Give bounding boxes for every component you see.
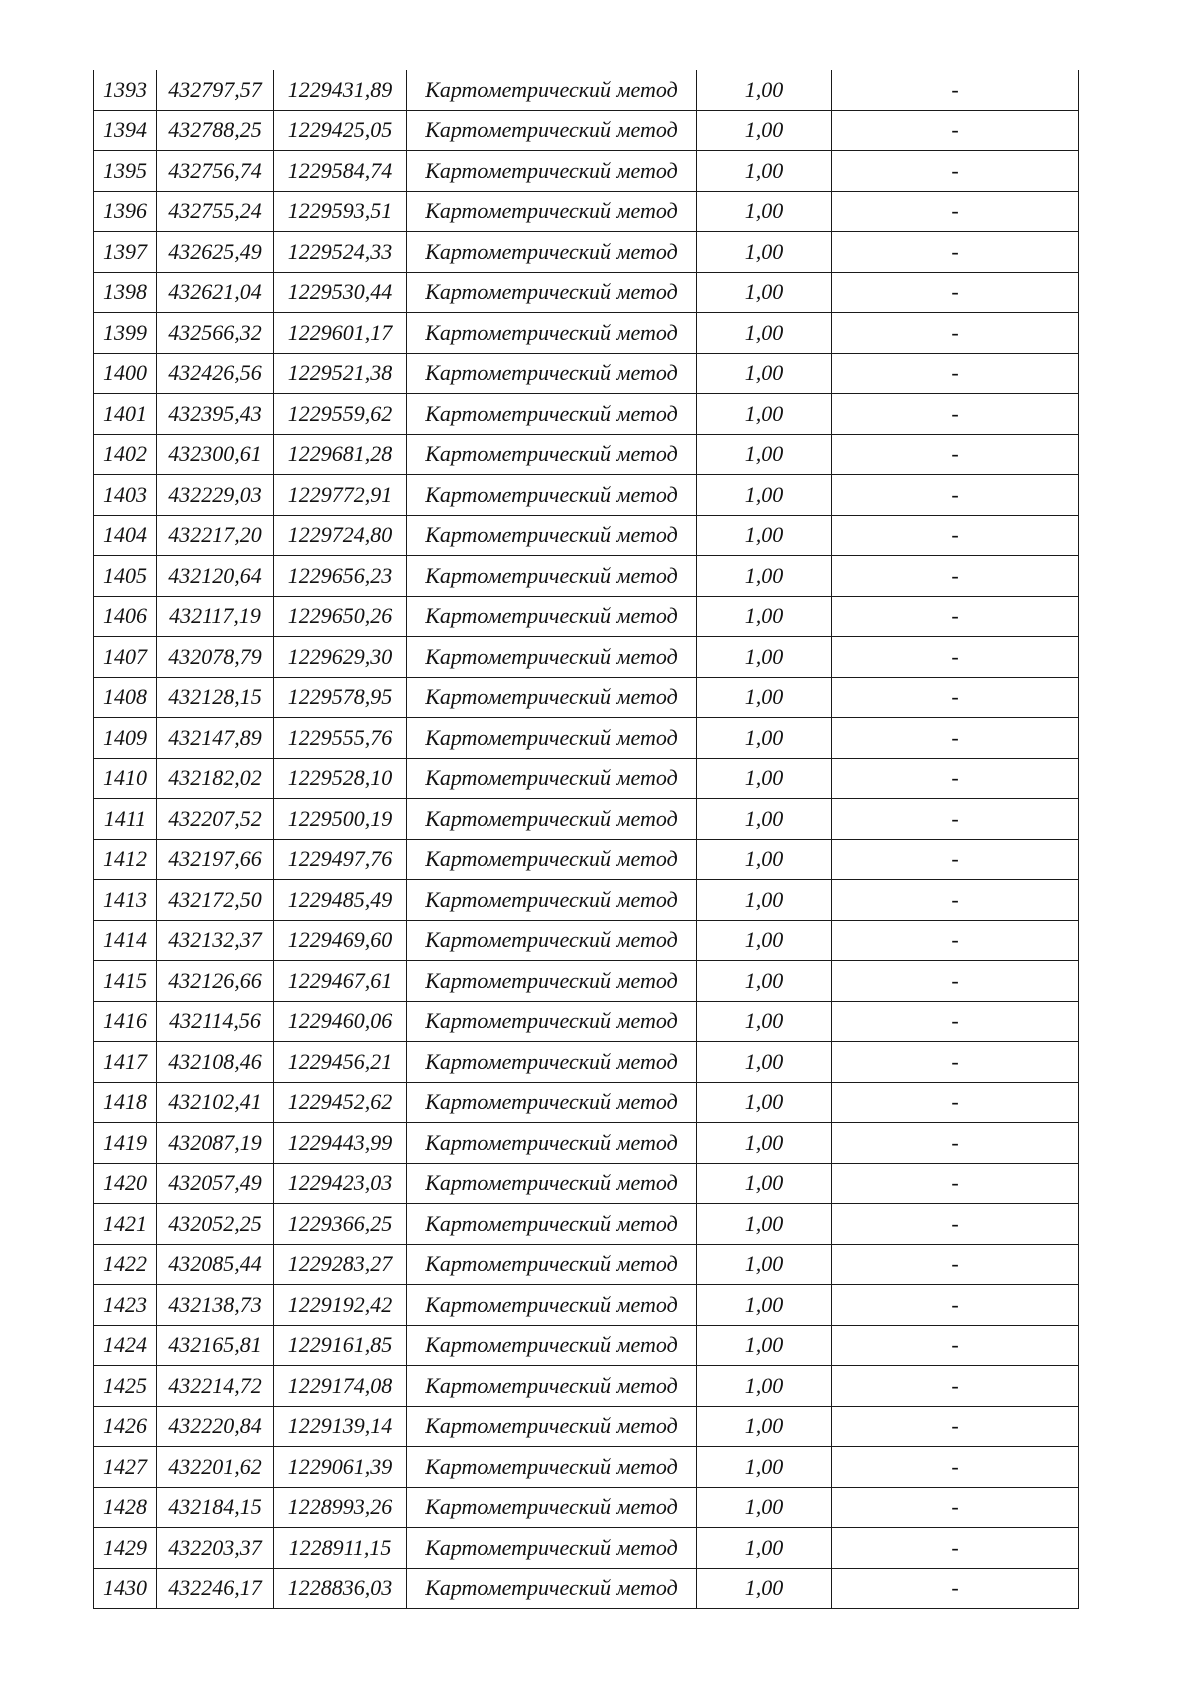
x-coordinate-cell: 432102,41: [157, 1082, 274, 1123]
note-cell: -: [832, 1528, 1079, 1569]
point-number-cell: 1421: [94, 1204, 157, 1245]
y-coordinate-cell: 1229366,25: [274, 1204, 407, 1245]
note-cell: -: [832, 637, 1079, 678]
x-coordinate-cell: 432078,79: [157, 637, 274, 678]
table-row-1428: [94, 1487, 1079, 1528]
table-row-1422: [94, 1244, 1079, 1285]
accuracy-cell: 1,00: [697, 880, 832, 921]
y-coordinate-cell: 1229467,61: [274, 961, 407, 1002]
point-number-cell: 1393: [94, 70, 157, 110]
y-coordinate-cell: 1229469,60: [274, 920, 407, 961]
x-coordinate-cell: 432126,66: [157, 961, 274, 1002]
accuracy-cell: 1,00: [697, 70, 832, 110]
method-cell: Картометрический метод: [407, 1447, 697, 1488]
accuracy-cell: 1,00: [697, 394, 832, 435]
table-row-1421: [94, 1204, 1079, 1245]
y-coordinate-cell: 1229593,51: [274, 191, 407, 232]
x-coordinate-cell: 432108,46: [157, 1042, 274, 1083]
point-number-cell: 1427: [94, 1447, 157, 1488]
method-cell: Картометрический метод: [407, 110, 697, 151]
table-row-1403: [94, 475, 1079, 516]
point-number-cell: 1413: [94, 880, 157, 921]
y-coordinate-cell: 1228911,15: [274, 1528, 407, 1569]
method-cell: Картометрический метод: [407, 839, 697, 880]
method-cell: Картометрический метод: [407, 1528, 697, 1569]
y-coordinate-cell: 1229192,42: [274, 1285, 407, 1326]
y-coordinate-cell: 1228836,03: [274, 1568, 407, 1609]
point-number-cell: 1430: [94, 1568, 157, 1609]
x-coordinate-cell: 432132,37: [157, 920, 274, 961]
x-coordinate-cell: 432172,50: [157, 880, 274, 921]
y-coordinate-cell: 1229521,38: [274, 353, 407, 394]
y-coordinate-cell: 1229500,19: [274, 799, 407, 840]
table-row-1423: [94, 1285, 1079, 1326]
accuracy-cell: 1,00: [697, 313, 832, 354]
accuracy-cell: 1,00: [697, 353, 832, 394]
table-row-1399: [94, 313, 1079, 354]
table-row-1410: [94, 758, 1079, 799]
note-cell: -: [832, 434, 1079, 475]
note-cell: -: [832, 1285, 1079, 1326]
table-row-1401: [94, 394, 1079, 435]
point-number-cell: 1429: [94, 1528, 157, 1569]
table-row-1404: [94, 515, 1079, 556]
x-coordinate-cell: 432246,17: [157, 1568, 274, 1609]
accuracy-cell: 1,00: [697, 1487, 832, 1528]
method-cell: Картометрический метод: [407, 637, 697, 678]
table-row-1416: [94, 1001, 1079, 1042]
y-coordinate-cell: 1229584,74: [274, 151, 407, 192]
method-cell: Картометрический метод: [407, 758, 697, 799]
table-row-1395: [94, 151, 1079, 192]
point-number-cell: 1420: [94, 1163, 157, 1204]
method-cell: Картометрический метод: [407, 1366, 697, 1407]
note-cell: -: [832, 1082, 1079, 1123]
accuracy-cell: 1,00: [697, 515, 832, 556]
point-number-cell: 1396: [94, 191, 157, 232]
table-row-1405: [94, 556, 1079, 597]
x-coordinate-cell: 432217,20: [157, 515, 274, 556]
point-number-cell: 1406: [94, 596, 157, 637]
point-number-cell: 1419: [94, 1123, 157, 1164]
table-row-1402: [94, 434, 1079, 475]
note-cell: -: [832, 1042, 1079, 1083]
table-row-1400: [94, 353, 1079, 394]
accuracy-cell: 1,00: [697, 920, 832, 961]
method-cell: Картометрический метод: [407, 880, 697, 921]
method-cell: Картометрический метод: [407, 556, 697, 597]
method-cell: Картометрический метод: [407, 353, 697, 394]
note-cell: -: [832, 232, 1079, 273]
table-row-1396: [94, 191, 1079, 232]
x-coordinate-cell: 432117,19: [157, 596, 274, 637]
table-row-1418: [94, 1082, 1079, 1123]
y-coordinate-cell: 1229443,99: [274, 1123, 407, 1164]
x-coordinate-cell: 432229,03: [157, 475, 274, 516]
y-coordinate-cell: 1229656,23: [274, 556, 407, 597]
note-cell: -: [832, 1204, 1079, 1245]
x-coordinate-cell: 432147,89: [157, 718, 274, 759]
x-coordinate-cell: 432057,49: [157, 1163, 274, 1204]
x-coordinate-cell: 432426,56: [157, 353, 274, 394]
note-cell: -: [832, 799, 1079, 840]
method-cell: Картометрический метод: [407, 313, 697, 354]
accuracy-cell: 1,00: [697, 1123, 832, 1164]
method-cell: Картометрический метод: [407, 596, 697, 637]
method-cell: Картометрический метод: [407, 1123, 697, 1164]
x-coordinate-cell: 432184,15: [157, 1487, 274, 1528]
accuracy-cell: 1,00: [697, 272, 832, 313]
method-cell: Картометрический метод: [407, 1244, 697, 1285]
y-coordinate-cell: 1229452,62: [274, 1082, 407, 1123]
point-number-cell: 1395: [94, 151, 157, 192]
method-cell: Картометрический метод: [407, 799, 697, 840]
note-cell: -: [832, 1244, 1079, 1285]
point-number-cell: 1425: [94, 1366, 157, 1407]
y-coordinate-cell: 1229555,76: [274, 718, 407, 759]
method-cell: Картометрический метод: [407, 961, 697, 1002]
accuracy-cell: 1,00: [697, 961, 832, 1002]
x-coordinate-cell: 432566,32: [157, 313, 274, 354]
method-cell: Картометрический метод: [407, 1042, 697, 1083]
table-row-1419: [94, 1123, 1079, 1164]
method-cell: Картометрический метод: [407, 151, 697, 192]
note-cell: -: [832, 1163, 1079, 1204]
point-number-cell: 1405: [94, 556, 157, 597]
y-coordinate-cell: 1229161,85: [274, 1325, 407, 1366]
note-cell: -: [832, 596, 1079, 637]
point-number-cell: 1422: [94, 1244, 157, 1285]
accuracy-cell: 1,00: [697, 758, 832, 799]
note-cell: -: [832, 839, 1079, 880]
y-coordinate-cell: 1229485,49: [274, 880, 407, 921]
table-row-1406: [94, 596, 1079, 637]
x-coordinate-cell: 432756,74: [157, 151, 274, 192]
coordinates-table-body: [94, 70, 1079, 1609]
x-coordinate-cell: 432087,19: [157, 1123, 274, 1164]
accuracy-cell: 1,00: [697, 1204, 832, 1245]
point-number-cell: 1415: [94, 961, 157, 1002]
method-cell: Картометрический метод: [407, 1082, 697, 1123]
note-cell: -: [832, 475, 1079, 516]
y-coordinate-cell: 1229174,08: [274, 1366, 407, 1407]
method-cell: Картометрический метод: [407, 677, 697, 718]
point-number-cell: 1423: [94, 1285, 157, 1326]
point-number-cell: 1402: [94, 434, 157, 475]
note-cell: -: [832, 1001, 1079, 1042]
method-cell: Картометрический метод: [407, 1204, 697, 1245]
method-cell: Картометрический метод: [407, 515, 697, 556]
accuracy-cell: 1,00: [697, 1244, 832, 1285]
point-number-cell: 1414: [94, 920, 157, 961]
y-coordinate-cell: 1229425,05: [274, 110, 407, 151]
note-cell: -: [832, 70, 1079, 110]
table-row-1429: [94, 1528, 1079, 1569]
accuracy-cell: 1,00: [697, 556, 832, 597]
method-cell: Картометрический метод: [407, 1325, 697, 1366]
method-cell: Картометрический метод: [407, 1568, 697, 1609]
y-coordinate-cell: 1229524,33: [274, 232, 407, 273]
note-cell: -: [832, 961, 1079, 1002]
y-coordinate-cell: 1229423,03: [274, 1163, 407, 1204]
x-coordinate-cell: 432207,52: [157, 799, 274, 840]
x-coordinate-cell: 432128,15: [157, 677, 274, 718]
method-cell: Картометрический метод: [407, 1285, 697, 1326]
accuracy-cell: 1,00: [697, 191, 832, 232]
point-number-cell: 1408: [94, 677, 157, 718]
y-coordinate-cell: 1229601,17: [274, 313, 407, 354]
method-cell: Картометрический метод: [407, 1001, 697, 1042]
method-cell: Картометрический метод: [407, 1163, 697, 1204]
accuracy-cell: 1,00: [697, 799, 832, 840]
note-cell: -: [832, 151, 1079, 192]
note-cell: -: [832, 1568, 1079, 1609]
accuracy-cell: 1,00: [697, 151, 832, 192]
method-cell: Картометрический метод: [407, 394, 697, 435]
y-coordinate-cell: 1228993,26: [274, 1487, 407, 1528]
method-cell: Картометрический метод: [407, 718, 697, 759]
y-coordinate-cell: 1229530,44: [274, 272, 407, 313]
table-row-1414: [94, 920, 1079, 961]
y-coordinate-cell: 1229629,30: [274, 637, 407, 678]
y-coordinate-cell: 1229456,21: [274, 1042, 407, 1083]
y-coordinate-cell: 1229559,62: [274, 394, 407, 435]
table-row-1411: [94, 799, 1079, 840]
point-number-cell: 1401: [94, 394, 157, 435]
point-number-cell: 1397: [94, 232, 157, 273]
accuracy-cell: 1,00: [697, 718, 832, 759]
note-cell: -: [832, 1447, 1079, 1488]
table-row-1409: [94, 718, 1079, 759]
accuracy-cell: 1,00: [697, 596, 832, 637]
note-cell: -: [832, 1406, 1079, 1447]
table-row-1425: [94, 1366, 1079, 1407]
coordinates-table: [93, 70, 1079, 1609]
x-coordinate-cell: 432621,04: [157, 272, 274, 313]
accuracy-cell: 1,00: [697, 1568, 832, 1609]
method-cell: Картометрический метод: [407, 475, 697, 516]
y-coordinate-cell: 1229497,76: [274, 839, 407, 880]
table-row-1424: [94, 1325, 1079, 1366]
point-number-cell: 1394: [94, 110, 157, 151]
note-cell: -: [832, 110, 1079, 151]
note-cell: -: [832, 920, 1079, 961]
y-coordinate-cell: 1229528,10: [274, 758, 407, 799]
x-coordinate-cell: 432197,66: [157, 839, 274, 880]
accuracy-cell: 1,00: [697, 1042, 832, 1083]
note-cell: -: [832, 758, 1079, 799]
x-coordinate-cell: 432797,57: [157, 70, 274, 110]
y-coordinate-cell: 1229061,39: [274, 1447, 407, 1488]
y-coordinate-cell: 1229431,89: [274, 70, 407, 110]
method-cell: Картометрический метод: [407, 1406, 697, 1447]
table-row-1420: [94, 1163, 1079, 1204]
point-number-cell: 1412: [94, 839, 157, 880]
table-row-1430: [94, 1568, 1079, 1609]
method-cell: Картометрический метод: [407, 70, 697, 110]
y-coordinate-cell: 1229283,27: [274, 1244, 407, 1285]
y-coordinate-cell: 1229772,91: [274, 475, 407, 516]
note-cell: -: [832, 677, 1079, 718]
point-number-cell: 1404: [94, 515, 157, 556]
point-number-cell: 1416: [94, 1001, 157, 1042]
point-number-cell: 1409: [94, 718, 157, 759]
method-cell: Картометрический метод: [407, 1487, 697, 1528]
accuracy-cell: 1,00: [697, 839, 832, 880]
x-coordinate-cell: 432182,02: [157, 758, 274, 799]
x-coordinate-cell: 432755,24: [157, 191, 274, 232]
x-coordinate-cell: 432138,73: [157, 1285, 274, 1326]
accuracy-cell: 1,00: [697, 1285, 832, 1326]
note-cell: -: [832, 1123, 1079, 1164]
table-row-1397: [94, 232, 1079, 273]
note-cell: -: [832, 313, 1079, 354]
table-row-1407: [94, 637, 1079, 678]
accuracy-cell: 1,00: [697, 1406, 832, 1447]
x-coordinate-cell: 432788,25: [157, 110, 274, 151]
method-cell: Картометрический метод: [407, 920, 697, 961]
note-cell: -: [832, 880, 1079, 921]
note-cell: -: [832, 718, 1079, 759]
accuracy-cell: 1,00: [697, 677, 832, 718]
note-cell: -: [832, 394, 1079, 435]
y-coordinate-cell: 1229681,28: [274, 434, 407, 475]
accuracy-cell: 1,00: [697, 232, 832, 273]
y-coordinate-cell: 1229724,80: [274, 515, 407, 556]
point-number-cell: 1403: [94, 475, 157, 516]
point-number-cell: 1418: [94, 1082, 157, 1123]
accuracy-cell: 1,00: [697, 1447, 832, 1488]
note-cell: -: [832, 353, 1079, 394]
y-coordinate-cell: 1229650,26: [274, 596, 407, 637]
point-number-cell: 1411: [94, 799, 157, 840]
x-coordinate-cell: 432120,64: [157, 556, 274, 597]
point-number-cell: 1417: [94, 1042, 157, 1083]
x-coordinate-cell: 432085,44: [157, 1244, 274, 1285]
x-coordinate-cell: 432300,61: [157, 434, 274, 475]
point-number-cell: 1399: [94, 313, 157, 354]
x-coordinate-cell: 432114,56: [157, 1001, 274, 1042]
note-cell: -: [832, 191, 1079, 232]
x-coordinate-cell: 432203,37: [157, 1528, 274, 1569]
x-coordinate-cell: 432052,25: [157, 1204, 274, 1245]
point-number-cell: 1400: [94, 353, 157, 394]
table-row-1393: [94, 70, 1079, 110]
note-cell: -: [832, 1487, 1079, 1528]
method-cell: Картометрический метод: [407, 272, 697, 313]
table-row-1427: [94, 1447, 1079, 1488]
x-coordinate-cell: 432214,72: [157, 1366, 274, 1407]
accuracy-cell: 1,00: [697, 1082, 832, 1123]
note-cell: -: [832, 1325, 1079, 1366]
point-number-cell: 1428: [94, 1487, 157, 1528]
note-cell: -: [832, 556, 1079, 597]
x-coordinate-cell: 432165,81: [157, 1325, 274, 1366]
x-coordinate-cell: 432220,84: [157, 1406, 274, 1447]
point-number-cell: 1426: [94, 1406, 157, 1447]
x-coordinate-cell: 432625,49: [157, 232, 274, 273]
table-row-1412: [94, 839, 1079, 880]
table-row-1394: [94, 110, 1079, 151]
table-row-1398: [94, 272, 1079, 313]
x-coordinate-cell: 432395,43: [157, 394, 274, 435]
accuracy-cell: 1,00: [697, 1528, 832, 1569]
table-row-1426: [94, 1406, 1079, 1447]
method-cell: Картометрический метод: [407, 191, 697, 232]
table-row-1408: [94, 677, 1079, 718]
accuracy-cell: 1,00: [697, 1366, 832, 1407]
accuracy-cell: 1,00: [697, 637, 832, 678]
table-row-1415: [94, 961, 1079, 1002]
accuracy-cell: 1,00: [697, 1325, 832, 1366]
point-number-cell: 1410: [94, 758, 157, 799]
note-cell: -: [832, 515, 1079, 556]
note-cell: -: [832, 272, 1079, 313]
accuracy-cell: 1,00: [697, 110, 832, 151]
point-number-cell: 1424: [94, 1325, 157, 1366]
table-row-1417: [94, 1042, 1079, 1083]
point-number-cell: 1398: [94, 272, 157, 313]
y-coordinate-cell: 1229578,95: [274, 677, 407, 718]
y-coordinate-cell: 1229460,06: [274, 1001, 407, 1042]
accuracy-cell: 1,00: [697, 1163, 832, 1204]
table-row-1413: [94, 880, 1079, 921]
accuracy-cell: 1,00: [697, 475, 832, 516]
note-cell: -: [832, 1366, 1079, 1407]
point-number-cell: 1407: [94, 637, 157, 678]
y-coordinate-cell: 1229139,14: [274, 1406, 407, 1447]
accuracy-cell: 1,00: [697, 1001, 832, 1042]
x-coordinate-cell: 432201,62: [157, 1447, 274, 1488]
accuracy-cell: 1,00: [697, 434, 832, 475]
method-cell: Картометрический метод: [407, 434, 697, 475]
method-cell: Картометрический метод: [407, 232, 697, 273]
